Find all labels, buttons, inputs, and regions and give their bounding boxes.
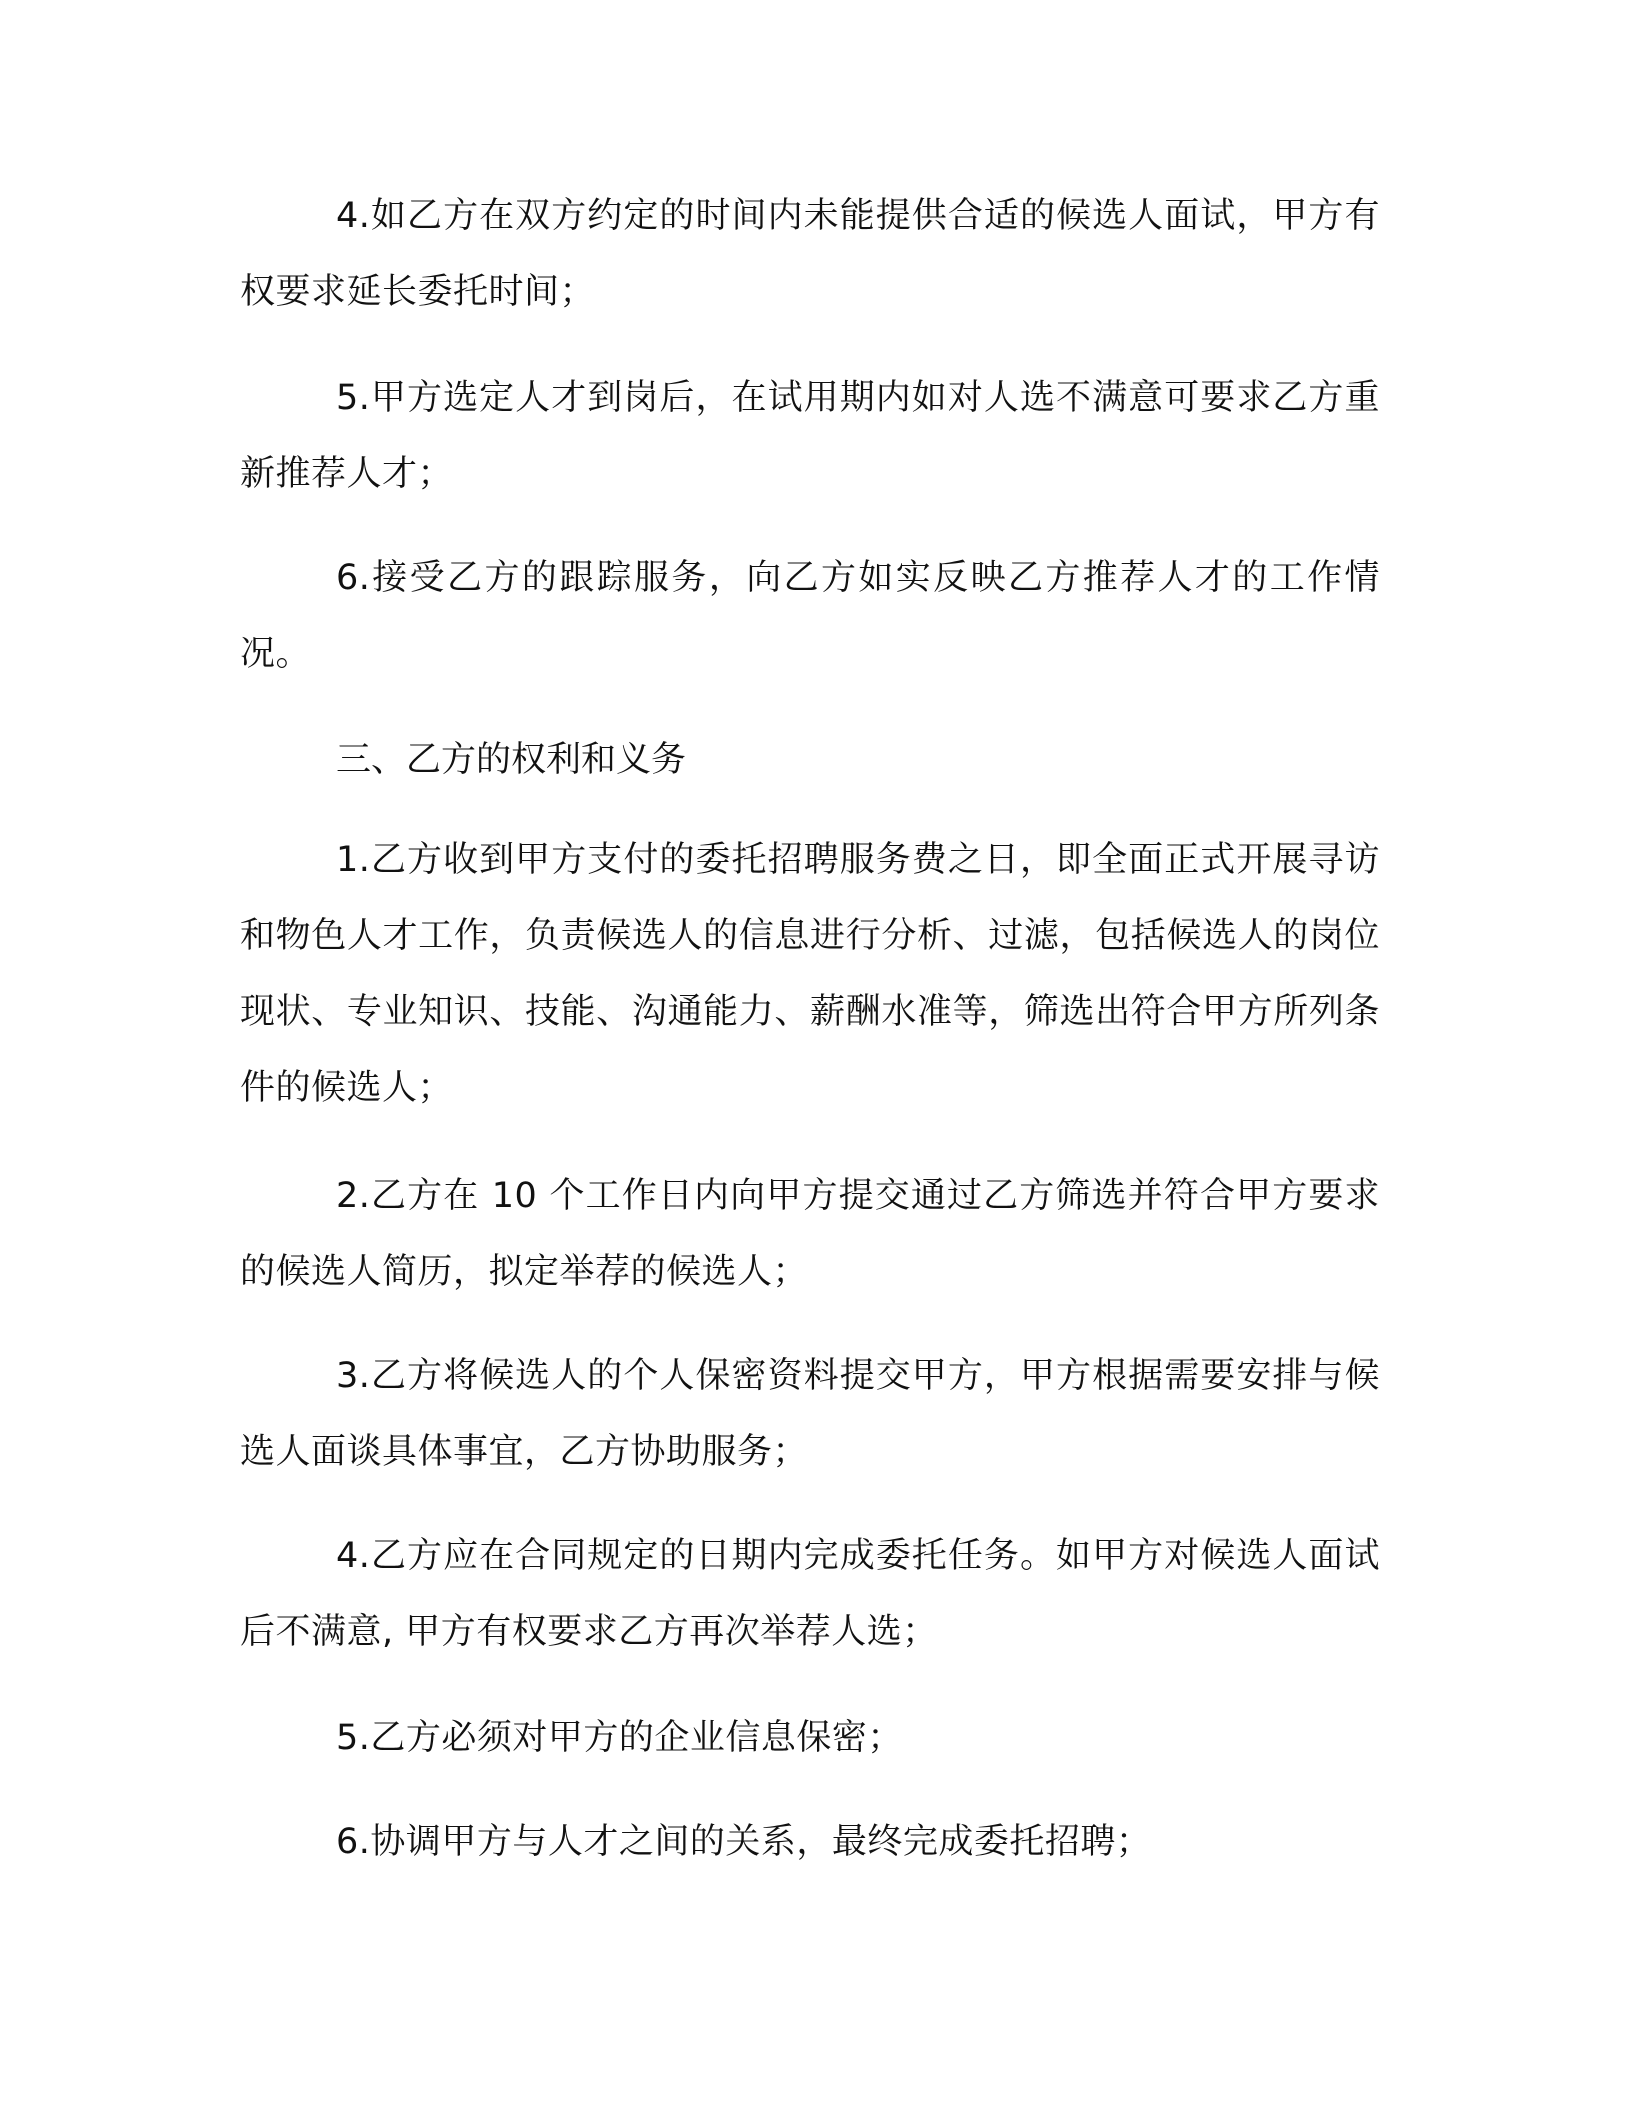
section-paragraph-5: 5.乙方必须对甲方的企业信息保密； xyxy=(336,1718,903,1758)
document-page xyxy=(240,0,1380,2112)
section-paragraph-2: 2.乙方在 10 个工作日内向甲方提交通过乙方筛选并符合甲方要求的候选人简历，拟定举荐的候选人； xyxy=(240,1176,1380,1292)
section-paragraph-6: 6.协调甲方与人才之间的关系，最终完成委托招聘； xyxy=(336,1822,1152,1862)
section-paragraph-1: 1.乙方收到甲方支付的委托招聘服务费之日，即全面正式开展寻访和物色人才工作，负责候选人的信息进行分析、过滤，包括候选人的岗位现状、专业知识、技能、沟通能力、薪酬水准等，筛选出符合甲方所列条件的候选人； xyxy=(240,840,1380,1108)
paragraph-item-4: 4.如乙方在双方约定的时间内未能提供合适的候选人面试，甲方有权要求延长委托时间； xyxy=(240,196,1380,312)
paragraph-item-5: 5.甲方选定人才到岗后，在试用期内如对人选不满意可要求乙方重新推荐人才； xyxy=(240,378,1380,494)
section-heading: 三、乙方的权利和义务 xyxy=(336,740,687,780)
section-paragraph-3: 3.乙方将候选人的个人保密资料提交甲方，甲方根据需要安排与候选人面谈具体事宜，乙方协助服务； xyxy=(240,1356,1380,1472)
section-paragraph-4: 4.乙方应在合同规定的日期内完成委托任务。如甲方对候选人面试后不满意, 甲方有权要求乙方再次举荐人选； xyxy=(240,1536,1380,1652)
paragraph-item-6: 6.接受乙方的跟踪服务，向乙方如实反映乙方推荐人才的工作情况。 xyxy=(240,558,1380,674)
